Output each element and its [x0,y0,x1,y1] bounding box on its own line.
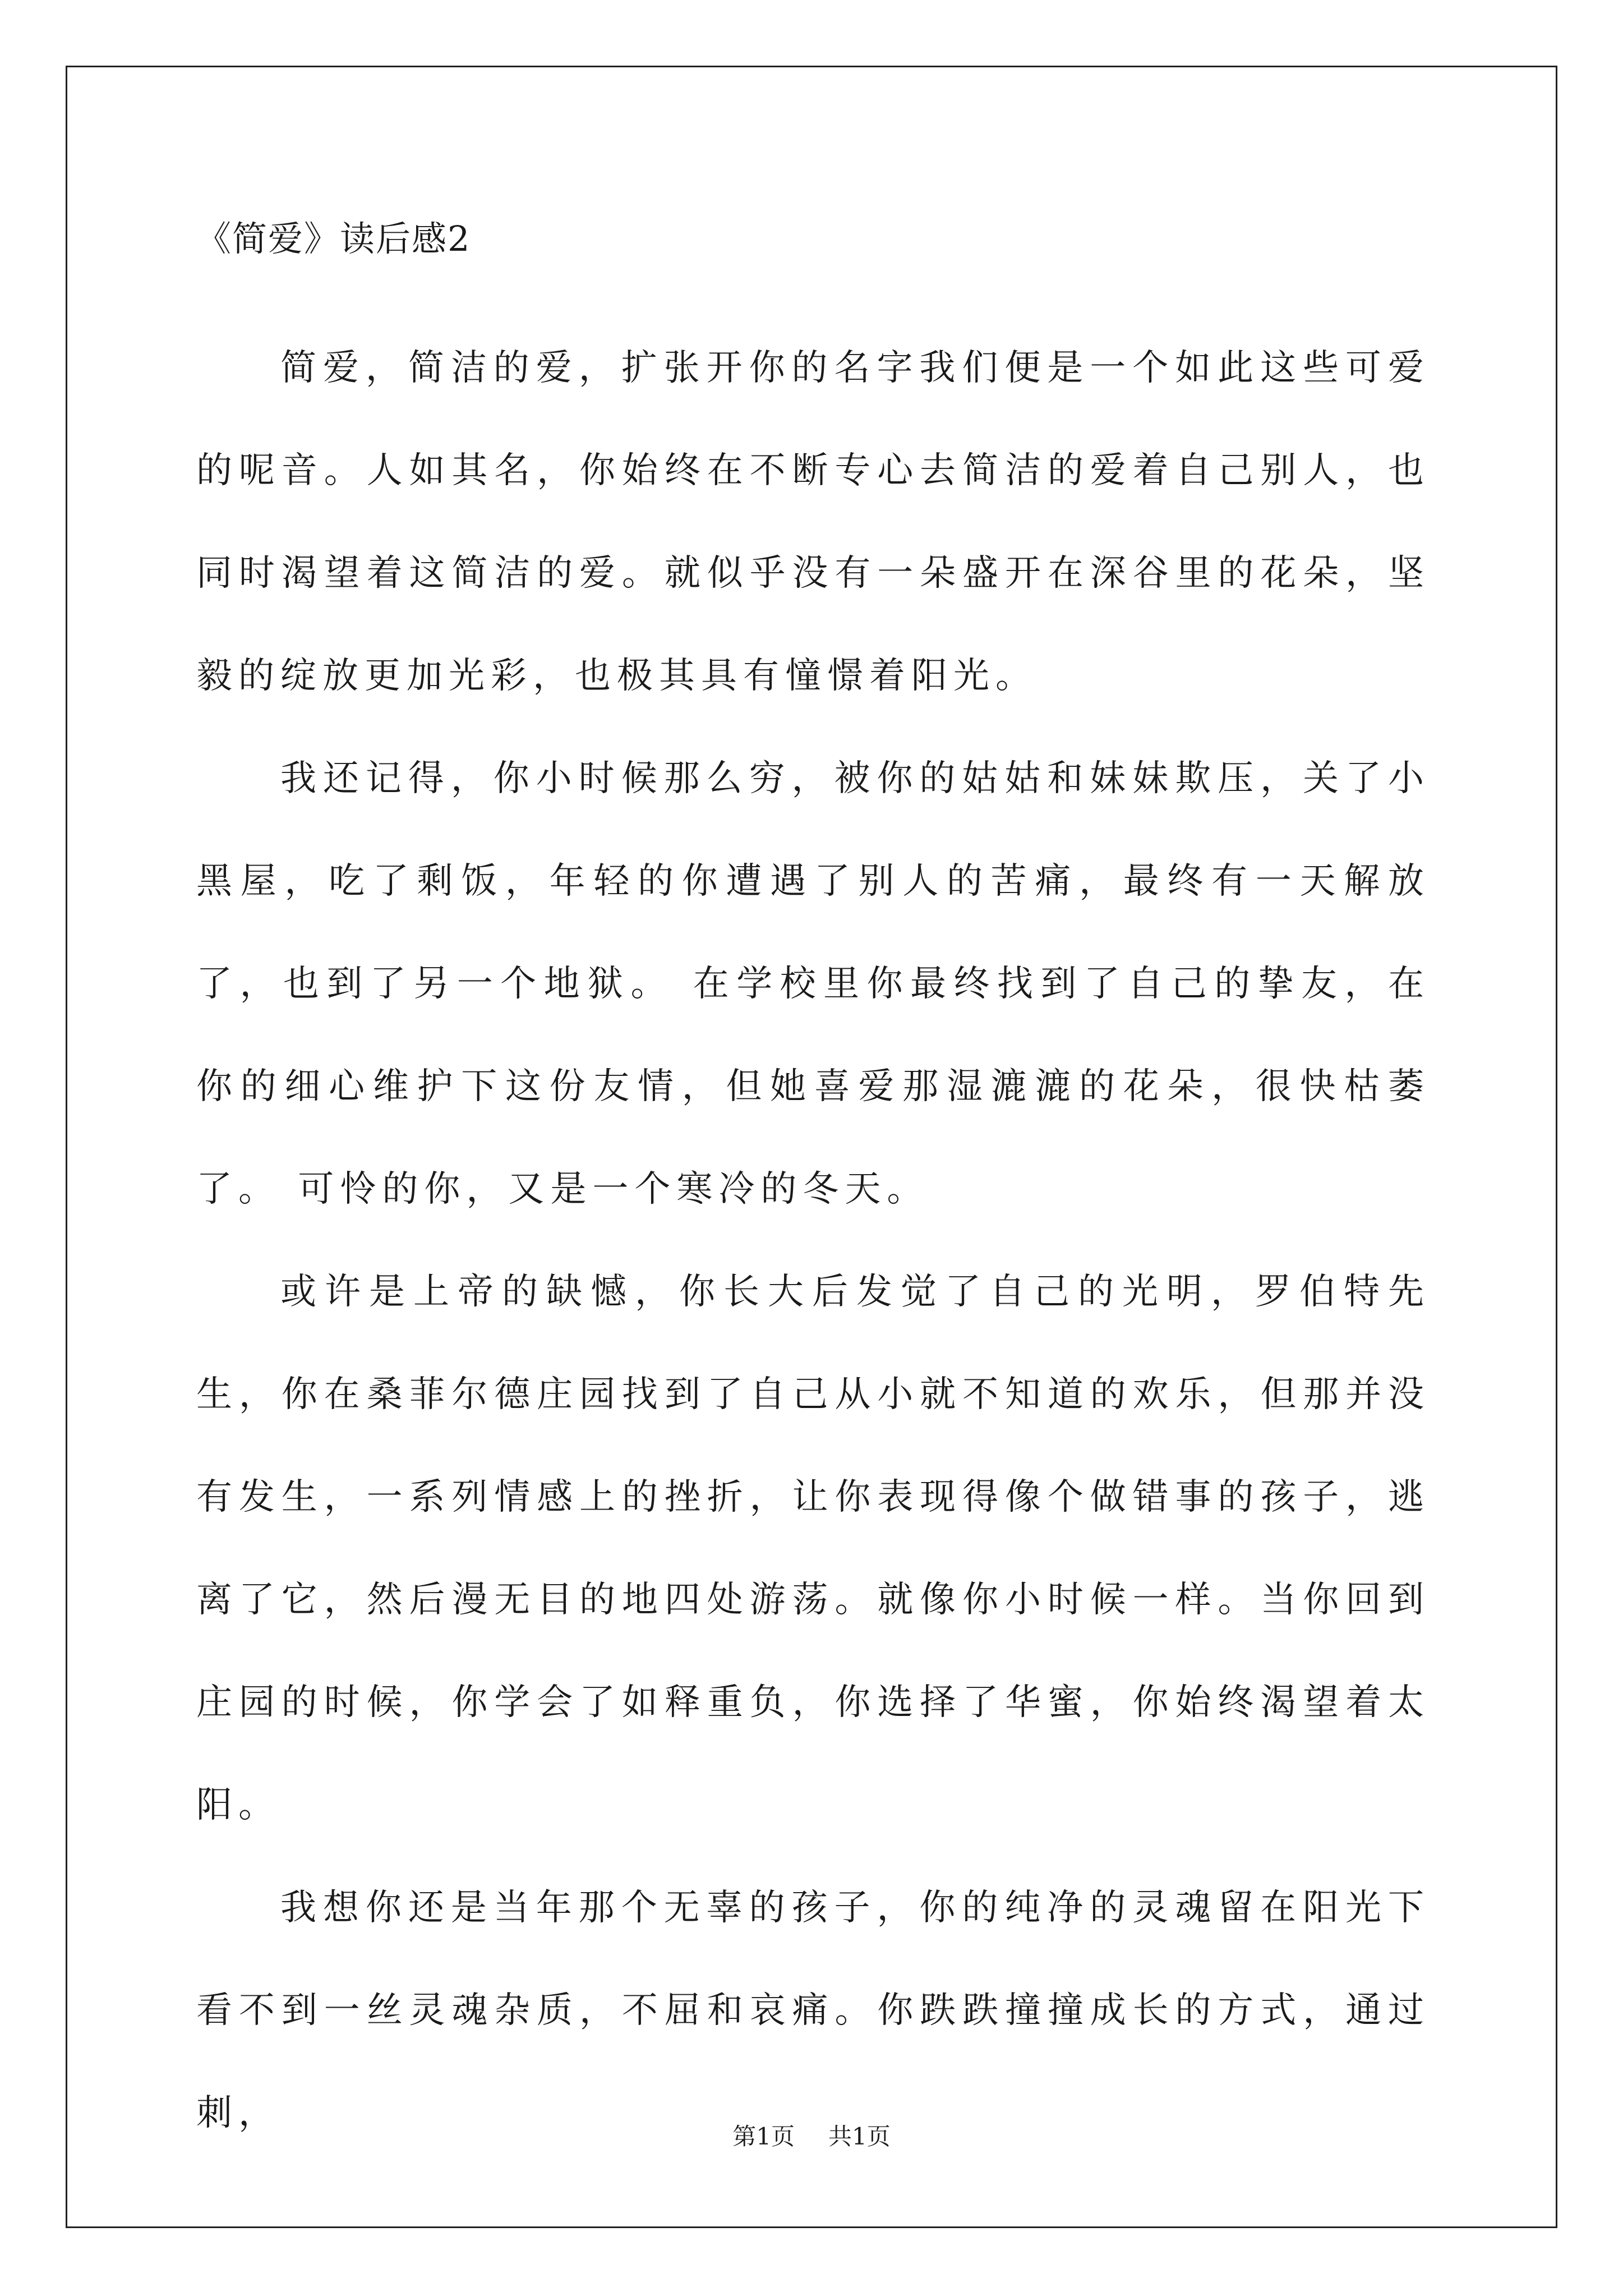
page-number: 第1页 [732,2123,795,2150]
paragraph-4: 我想你还是当年那个无辜的孩子，你的纯净的灵魂留在阳光下看不到一丝灵魂杂质，不屈和哀痛。你跌跌撞撞成长的方式，通过刺， [196,1887,1430,2134]
paragraph-1: 简爱，简洁的爱，扩张开你的名字我们便是一个如此这些可爱的呢音。人如其名，你始终在不断专心去简洁的爱着自己别人，也同时渴望着这简洁的爱。就似乎没有一朵盛开在深谷里的花朵，坚毅的绽放更加光彩，也极其具有憧憬着阳光。 [196,347,1430,697]
paragraph-2: 我还记得，你小时候那么穷，被你的姑姑和妹妹欺压，关了小黑屋，吃了剩饭，年轻的你遭遇了别人的苦痛，最终有一天解放了，也到了另一个地狱。 在学校里你最终找到了自己的挚友，在你的细心维护下这份友情，但她喜爱那湿漉漉的花朵，很快枯萎了。 可怜的你，又是一个寒冷的冬天。 [196,758,1430,1210]
page-footer [0,2125,1623,2148]
document-title: 《简爱》读后感2 [196,218,471,259]
paragraph-3: 或许是上帝的缺憾，你长大后发觉了自己的光明，罗伯特先生，你在桑菲尔德庄园找到了自己从小就不知道的欢乐，但那并没有发生，一系列情感上的挫折，让你表现得像个做错事的孩子，逃离了它，然后漫无目的地四处游荡。就像你小时候一样。当你回到庄园的时候，你学会了如释重负，你选择了华蜜，你始终渴望着太阳。 [196,1271,1430,1826]
page-total: 共1页 [828,2123,891,2150]
document-body [196,317,1430,2165]
